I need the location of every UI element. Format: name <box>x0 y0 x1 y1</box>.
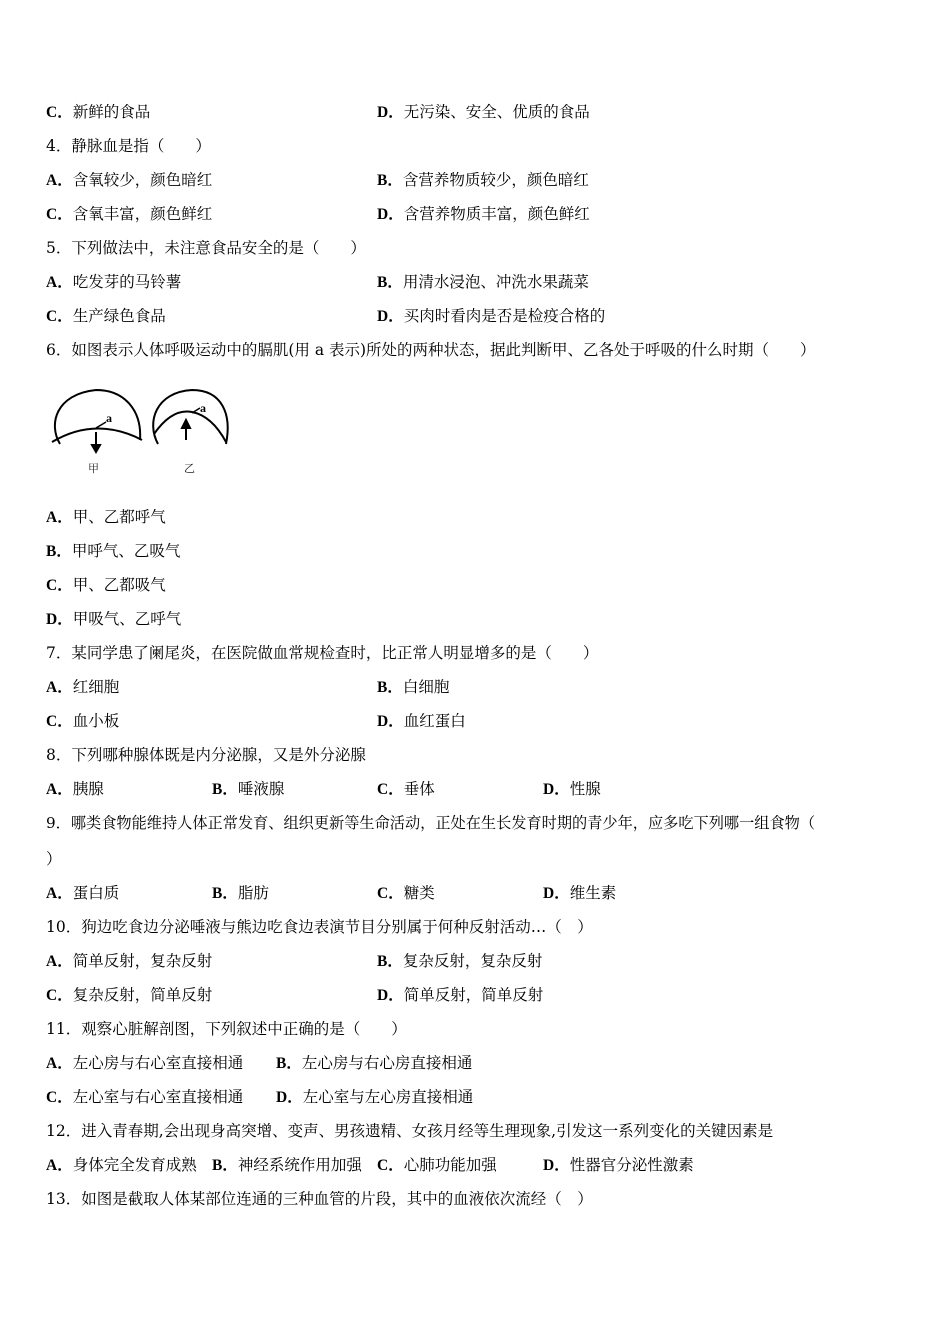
q5-option-b: B．用清水浸泡、冲洗水果蔬菜 <box>377 273 589 291</box>
q9-option-b: B．脂肪 <box>212 884 269 902</box>
q10-option-c: C．复杂反射，简单反射 <box>46 986 213 1004</box>
q4-option-c: C．含氧丰富，颜色鲜红 <box>46 205 213 223</box>
q9-stem-cont: ） <box>46 850 62 868</box>
q5-option-a: A．吃发芽的马铃薯 <box>46 273 182 291</box>
q3-option-c: C．新鲜的食品 <box>46 103 151 121</box>
q12-option-a: A．身体完全发育成熟 <box>46 1156 197 1174</box>
arrowhead-down-icon <box>92 445 100 452</box>
q10-option-a: A．简单反射，复杂反射 <box>46 952 213 970</box>
ribcage-yi <box>153 390 227 444</box>
q7-stem: 7．某同学患了阑尾炎，在医院做血常规检查时，比正常人明显增多的是（ ） <box>46 644 599 662</box>
ribcage-jia <box>55 390 140 444</box>
label-a-jia: a <box>106 411 112 425</box>
q9-option-d: D．维生素 <box>543 884 617 902</box>
q8-option-c: C．垂体 <box>377 780 435 798</box>
q12-option-b: B．神经系统作用加强 <box>212 1156 362 1174</box>
q5-stem: 5．下列做法中，未注意食品安全的是（ ） <box>46 239 366 257</box>
q6-option-b: B．甲呼气、乙吸气 <box>46 542 181 560</box>
q7-option-a: A．红细胞 <box>46 678 120 696</box>
diaphragm-figure <box>46 382 236 474</box>
q9-stem: 9．哪类食物能维持人体正常发育、组织更新等生命活动，正处在生长发育时期的青少年，应多吃下列哪一组食物（ <box>46 814 816 832</box>
q7-option-d: D．血红蛋白 <box>377 712 466 730</box>
q5-option-d: D．买肉时看肉是否是检疫合格的 <box>377 307 606 325</box>
arrowhead-up-icon <box>182 420 190 428</box>
q8-option-b: B．唾液腺 <box>212 780 285 798</box>
q11-option-d: D．左心室与左心房直接相通 <box>276 1088 474 1106</box>
q8-option-d: D．性腺 <box>543 780 601 798</box>
q4-option-b: B．含营养物质较少，颜色暗红 <box>377 171 589 189</box>
q6-stem: 6．如图表示人体呼吸运动中的膈肌(用 a 表示)所处的两种状态，据此判断甲、乙各处于呼吸的什么时期（ ） <box>46 341 816 359</box>
q6-option-d: D．甲吸气、乙呼气 <box>46 610 182 628</box>
q12-option-c: C．心肺功能加强 <box>377 1156 497 1174</box>
q11-stem: 11．观察心脏解剖图，下列叙述中正确的是（ ） <box>46 1020 407 1038</box>
q8-option-a: A．胰腺 <box>46 780 104 798</box>
figure-yi <box>153 390 227 444</box>
q8-stem: 8．下列哪种腺体既是内分泌腺，又是外分泌腺 <box>46 746 366 764</box>
q3-option-d: D．无污染、安全、优质的食品 <box>377 103 590 121</box>
q4-stem: 4．静脉血是指（ ） <box>46 137 211 155</box>
figure-jia <box>52 390 142 452</box>
q12-stem: 12．进入青春期,会出现身高突增、变声、男孩遗精、女孩月经等生理现象,引发这一系列变化的关键因素是 <box>46 1122 774 1140</box>
label-a-yi: a <box>200 401 206 415</box>
q9-option-c: C．糖类 <box>377 884 435 902</box>
q11-option-b: B．左心房与右心房直接相通 <box>276 1054 473 1072</box>
q10-stem: 10．狗边吃食边分泌唾液与熊边吃食边表演节目分别属于何种反射活动…（ ） <box>46 918 593 936</box>
q10-option-b: B．复杂反射，复杂反射 <box>377 952 543 970</box>
caption-yi: 乙 <box>184 462 195 474</box>
q5-option-c: C．生产绿色食品 <box>46 307 166 325</box>
diaphragm-figure-svg <box>46 382 236 474</box>
q4-option-d: D．含营养物质丰富，颜色鲜红 <box>377 205 590 223</box>
q7-option-b: B．白细胞 <box>377 678 450 696</box>
q6-option-a: A．甲、乙都呼气 <box>46 508 166 526</box>
q7-option-c: C．血小板 <box>46 712 120 730</box>
q6-option-c: C．甲、乙都吸气 <box>46 576 166 594</box>
q9-option-a: A．蛋白质 <box>46 884 120 902</box>
q10-option-d: D．简单反射，简单反射 <box>377 986 544 1004</box>
q4-option-a: A．含氧较少，颜色暗红 <box>46 171 213 189</box>
q13-stem: 13．如图是截取人体某部位连通的三种血管的片段，其中的血液依次流经（ ） <box>46 1190 593 1208</box>
q11-option-a: A．左心房与右心室直接相通 <box>46 1054 244 1072</box>
q12-option-d: D．性器官分泌性激素 <box>543 1156 694 1174</box>
pointer-a-jia <box>96 422 106 428</box>
caption-jia: 甲 <box>88 462 99 474</box>
q11-option-c: C．左心室与右心室直接相通 <box>46 1088 244 1106</box>
